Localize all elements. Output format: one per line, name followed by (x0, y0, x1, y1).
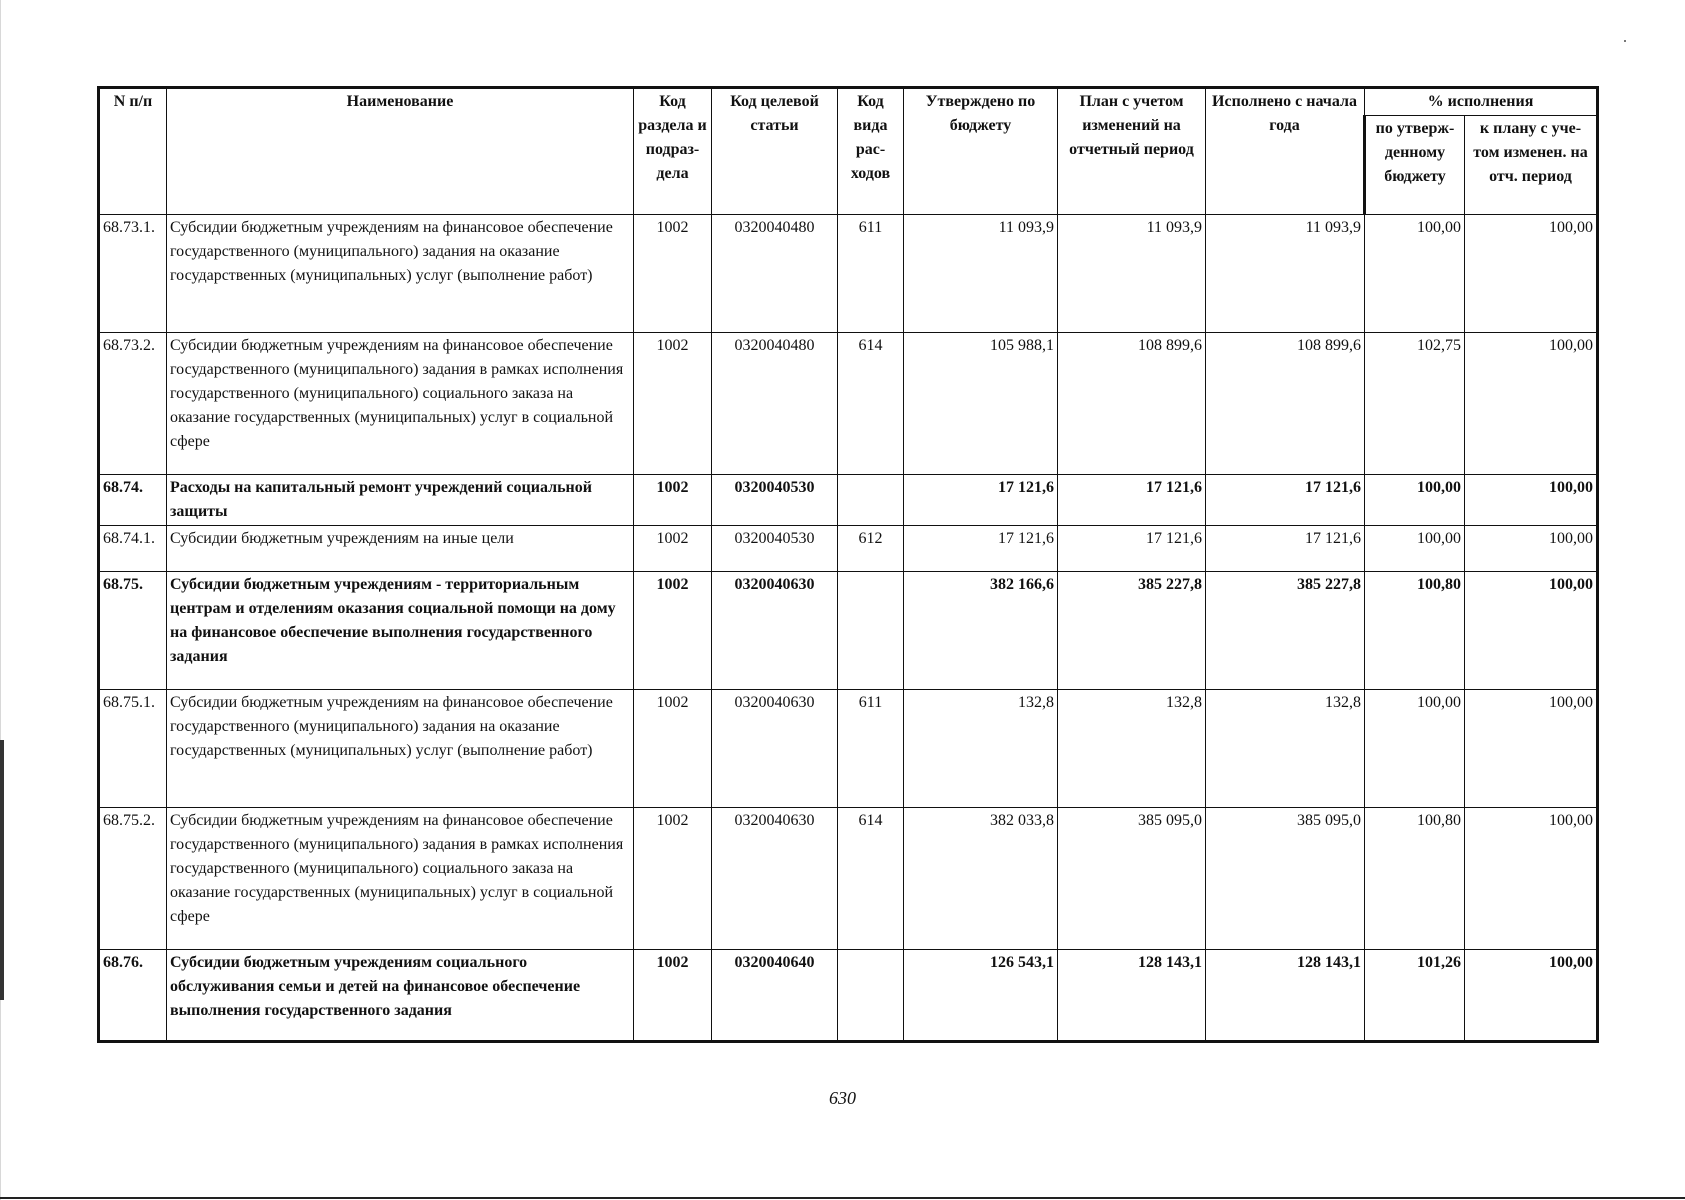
row-num: 68.76. (99, 950, 167, 1042)
header-pct-plan: к плану с уче-том изменен. на отч. период (1465, 116, 1598, 215)
row-pct-plan: 100,00 (1465, 808, 1598, 950)
scan-margin-mark (0, 740, 4, 1000)
row-approved: 17 121,6 (904, 475, 1058, 526)
header-kind-code: Код вида рас-ходов (838, 88, 904, 215)
row-approved: 105 988,1 (904, 333, 1058, 475)
row-target-code: 0320040630 (712, 690, 838, 808)
table-row (99, 808, 1598, 950)
table-row (99, 215, 1598, 333)
row-num: 68.73.1. (99, 215, 167, 333)
row-plan: 11 093,9 (1058, 215, 1206, 333)
row-section-code: 1002 (634, 526, 712, 572)
row-plan: 17 121,6 (1058, 526, 1206, 572)
row-executed: 132,8 (1206, 690, 1365, 808)
scan-speck (1624, 40, 1626, 42)
row-approved: 17 121,6 (904, 526, 1058, 572)
header-num: N п/п (99, 88, 167, 215)
row-kind-code: 611 (838, 690, 904, 808)
row-kind-code: 614 (838, 333, 904, 475)
table-row (99, 333, 1598, 475)
row-kind-code (838, 572, 904, 690)
row-name: Субсидии бюджетным учреждениям социального обслуживания семьи и детей на финансовое обеспечение выполнения государственного задания (167, 950, 634, 1042)
row-target-code: 0320040480 (712, 215, 838, 333)
budget-execution-table (97, 86, 1599, 1043)
row-num: 68.74. (99, 475, 167, 526)
row-executed: 17 121,6 (1206, 475, 1365, 526)
row-approved: 382 033,8 (904, 808, 1058, 950)
row-executed: 385 095,0 (1206, 808, 1365, 950)
row-pct-budget: 100,00 (1365, 526, 1465, 572)
row-approved: 132,8 (904, 690, 1058, 808)
header-pct-group: % исполнения (1365, 88, 1598, 116)
table-row (99, 572, 1598, 690)
row-name: Субсидии бюджетным учреждениям на финансовое обеспечение государственного (муниципального) задания на оказание государственных (муниципальных) услуг (выполнение работ) (167, 690, 634, 808)
row-executed: 128 143,1 (1206, 950, 1365, 1042)
row-kind-code: 611 (838, 215, 904, 333)
row-num: 68.75.1. (99, 690, 167, 808)
row-pct-plan: 100,00 (1465, 333, 1598, 475)
row-pct-budget: 100,00 (1365, 475, 1465, 526)
row-plan: 132,8 (1058, 690, 1206, 808)
row-target-code: 0320040630 (712, 808, 838, 950)
row-approved: 11 093,9 (904, 215, 1058, 333)
page-bottom-border (0, 1197, 1685, 1199)
header-plan: План с учетом изменений на отчетный период (1058, 88, 1206, 215)
row-executed: 108 899,6 (1206, 333, 1365, 475)
table-row (99, 526, 1598, 572)
table-row (99, 475, 1598, 526)
row-pct-plan: 100,00 (1465, 690, 1598, 808)
row-executed: 385 227,8 (1206, 572, 1365, 690)
row-pct-budget: 101,26 (1365, 950, 1465, 1042)
row-pct-plan: 100,00 (1465, 950, 1598, 1042)
row-name: Субсидии бюджетным учреждениям на финансовое обеспечение государственного (муниципального) задания в рамках исполнения государственного (муниципального) социального заказа на оказание государственных (муниципальных) услуг в социальной сфере (167, 333, 634, 475)
row-pct-plan: 100,00 (1465, 475, 1598, 526)
row-name: Субсидии бюджетным учреждениям на иные цели (167, 526, 634, 572)
row-section-code: 1002 (634, 808, 712, 950)
row-pct-plan: 100,00 (1465, 572, 1598, 690)
header-section-code: Код раздела и подраз-дела (634, 88, 712, 215)
row-plan: 385 227,8 (1058, 572, 1206, 690)
row-target-code: 0320040640 (712, 950, 838, 1042)
header-approved: Утверждено по бюджету (904, 88, 1058, 215)
row-num: 68.73.2. (99, 333, 167, 475)
row-num: 68.75.2. (99, 808, 167, 950)
row-section-code: 1002 (634, 215, 712, 333)
row-pct-plan: 100,00 (1465, 215, 1598, 333)
row-plan: 385 095,0 (1058, 808, 1206, 950)
row-section-code: 1002 (634, 950, 712, 1042)
row-kind-code: 612 (838, 526, 904, 572)
row-num: 68.74.1. (99, 526, 167, 572)
row-pct-budget: 102,75 (1365, 333, 1465, 475)
header-row (99, 88, 1598, 116)
row-pct-budget: 100,00 (1365, 215, 1465, 333)
header-target-code: Код целевой статьи (712, 88, 838, 215)
row-kind-code (838, 475, 904, 526)
row-section-code: 1002 (634, 690, 712, 808)
row-name: Субсидии бюджетным учреждениям на финансовое обеспечение государственного (муниципального) задания в рамках исполнения государственного (муниципального) социального заказа на оказание государственных (муниципальных) услуг в социальной сфере (167, 808, 634, 950)
row-target-code: 0320040530 (712, 475, 838, 526)
row-approved: 382 166,6 (904, 572, 1058, 690)
row-target-code: 0320040630 (712, 572, 838, 690)
row-pct-plan: 100,00 (1465, 526, 1598, 572)
row-target-code: 0320040480 (712, 333, 838, 475)
page-edge (0, 0, 1, 1200)
header-name: Наименование (167, 88, 634, 215)
row-plan: 128 143,1 (1058, 950, 1206, 1042)
row-plan: 17 121,6 (1058, 475, 1206, 526)
row-name: Субсидии бюджетным учреждениям - территориальным центрам и отделениям оказания социальной помощи на дому на финансовое обеспечение выполнения государственного задания (167, 572, 634, 690)
row-section-code: 1002 (634, 475, 712, 526)
table-row (99, 950, 1598, 1042)
row-target-code: 0320040530 (712, 526, 838, 572)
header-executed: Исполнено с начала года (1206, 88, 1365, 215)
row-pct-budget: 100,80 (1365, 572, 1465, 690)
row-kind-code: 614 (838, 808, 904, 950)
table-row (99, 690, 1598, 808)
row-section-code: 1002 (634, 572, 712, 690)
row-num: 68.75. (99, 572, 167, 690)
row-executed: 17 121,6 (1206, 526, 1365, 572)
row-executed: 11 093,9 (1206, 215, 1365, 333)
row-kind-code (838, 950, 904, 1042)
row-plan: 108 899,6 (1058, 333, 1206, 475)
row-name: Расходы на капитальный ремонт учреждений социальной защиты (167, 475, 634, 526)
page-number: 630 (829, 1088, 856, 1108)
header-pct-budget: по утверж-денному бюджету (1365, 116, 1465, 215)
row-approved: 126 543,1 (904, 950, 1058, 1042)
row-pct-budget: 100,80 (1365, 808, 1465, 950)
row-section-code: 1002 (634, 333, 712, 475)
row-pct-budget: 100,00 (1365, 690, 1465, 808)
row-name: Субсидии бюджетным учреждениям на финансовое обеспечение государственного (муниципального) задания на оказание государственных (муниципальных) услуг (выполнение работ) (167, 215, 634, 333)
